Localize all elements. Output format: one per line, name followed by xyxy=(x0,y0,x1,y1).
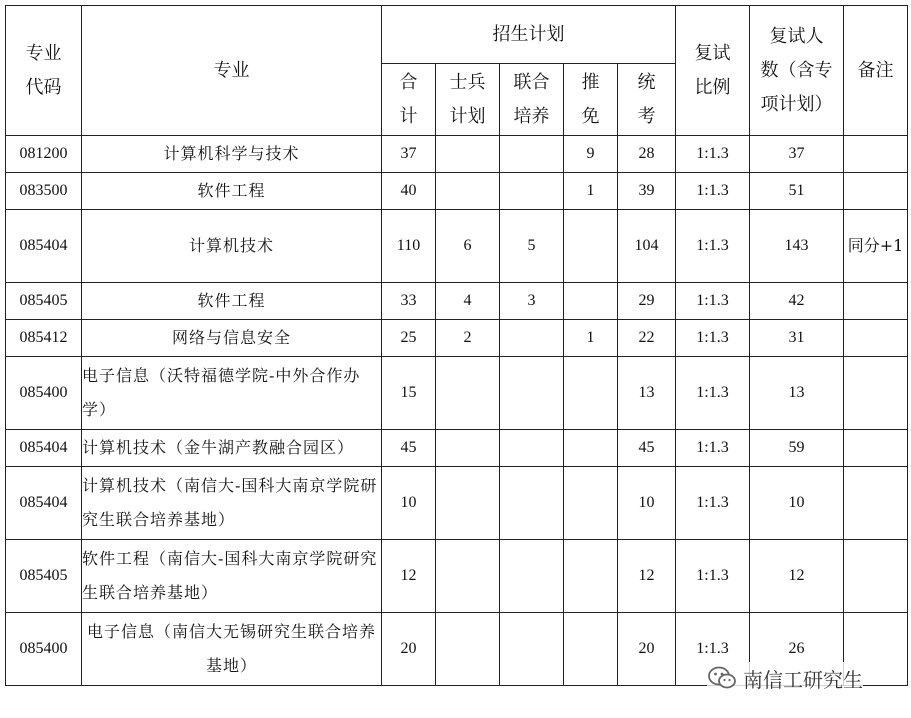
cell-ratio: 1:1.3 xyxy=(676,430,750,467)
cell-exempt: 1 xyxy=(564,173,618,210)
cell-total: 40 xyxy=(382,173,436,210)
cell-exam: 10 xyxy=(618,467,676,540)
cell-retest: 13 xyxy=(750,357,844,430)
header-exempt: 推 免 xyxy=(564,64,618,136)
cell-retest: 37 xyxy=(750,136,844,173)
cell-note xyxy=(844,283,908,320)
cell-code: 085405 xyxy=(6,540,82,613)
header-unified-exam: 统 考 xyxy=(618,64,676,136)
cell-soldier xyxy=(436,173,500,210)
wechat-icon xyxy=(707,665,737,691)
cell-exam: 20 xyxy=(618,613,676,686)
table-row xyxy=(6,540,908,613)
cell-ratio: 1:1.3 xyxy=(676,136,750,173)
cell-retest: 31 xyxy=(750,320,844,357)
cell-soldier xyxy=(436,613,500,686)
cell-joint xyxy=(500,430,564,467)
cell-soldier xyxy=(436,467,500,540)
table-row xyxy=(6,430,908,467)
cell-exempt xyxy=(564,540,618,613)
cell-soldier xyxy=(436,136,500,173)
cell-exam: 29 xyxy=(618,283,676,320)
table-row xyxy=(6,467,908,540)
table-row xyxy=(6,210,908,283)
cell-exam: 45 xyxy=(618,430,676,467)
cell-soldier xyxy=(436,430,500,467)
cell-joint xyxy=(500,613,564,686)
cell-exempt xyxy=(564,430,618,467)
cell-soldier: 4 xyxy=(436,283,500,320)
cell-note: 同分+1 xyxy=(844,210,908,283)
cell-joint xyxy=(500,320,564,357)
cell-total: 37 xyxy=(382,136,436,173)
cell-total: 20 xyxy=(382,613,436,686)
cell-major: 软件工程 xyxy=(82,173,382,210)
cell-joint xyxy=(500,136,564,173)
cell-code: 081200 xyxy=(6,136,82,173)
cell-code: 083500 xyxy=(6,173,82,210)
cell-note xyxy=(844,320,908,357)
cell-joint xyxy=(500,540,564,613)
cell-code: 085412 xyxy=(6,320,82,357)
cell-major: 软件工程（南信大-国科大南京学院研究生联合培养基地） xyxy=(82,540,382,613)
watermark-text: 南信工研究生 xyxy=(743,667,863,692)
cell-exam: 22 xyxy=(618,320,676,357)
cell-soldier xyxy=(436,540,500,613)
cell-soldier: 6 xyxy=(436,210,500,283)
cell-ratio: 1:1.3 xyxy=(676,320,750,357)
cell-ratio: 1:1.3 xyxy=(676,540,750,613)
cell-major: 计算机技术（金牛湖产教融合园区） xyxy=(82,430,382,467)
header-retest-ratio: 复试 比例 xyxy=(676,6,750,136)
cell-retest: 143 xyxy=(750,210,844,283)
cell-note xyxy=(844,136,908,173)
cell-exam: 28 xyxy=(618,136,676,173)
cell-joint xyxy=(500,467,564,540)
cell-retest: 10 xyxy=(750,467,844,540)
table-row xyxy=(6,320,908,357)
cell-ratio: 1:1.3 xyxy=(676,173,750,210)
cell-joint xyxy=(500,173,564,210)
cell-total: 10 xyxy=(382,467,436,540)
cell-major: 计算机技术（南信大-国科大南京学院研究生联合培养基地） xyxy=(82,467,382,540)
cell-code: 085405 xyxy=(6,283,82,320)
header-major: 专业 xyxy=(82,6,382,136)
header-joint-training: 联合 培养 xyxy=(500,64,564,136)
cell-code: 085404 xyxy=(6,210,82,283)
cell-total: 45 xyxy=(382,430,436,467)
watermark xyxy=(707,662,863,694)
cell-exam: 104 xyxy=(618,210,676,283)
header-soldier-plan: 士兵 计划 xyxy=(436,64,500,136)
cell-exempt xyxy=(564,613,618,686)
cell-code: 085400 xyxy=(6,357,82,430)
cell-retest: 42 xyxy=(750,283,844,320)
cell-retest: 12 xyxy=(750,540,844,613)
cell-code: 085400 xyxy=(6,613,82,686)
header-note: 备注 xyxy=(844,6,908,136)
cell-major: 计算机科学与技术 xyxy=(82,136,382,173)
cell-total: 15 xyxy=(382,357,436,430)
header-enrollment-plan: 招生计划 xyxy=(382,6,676,64)
cell-note xyxy=(844,430,908,467)
cell-exempt xyxy=(564,467,618,540)
cell-retest: 51 xyxy=(750,173,844,210)
table-row xyxy=(6,173,908,210)
cell-ratio: 1:1.3 xyxy=(676,467,750,540)
cell-exempt xyxy=(564,357,618,430)
cell-code: 085404 xyxy=(6,430,82,467)
cell-note xyxy=(844,467,908,540)
header-total: 合 计 xyxy=(382,64,436,136)
cell-joint: 3 xyxy=(500,283,564,320)
cell-major: 软件工程 xyxy=(82,283,382,320)
cell-joint xyxy=(500,357,564,430)
cell-retest: 26 xyxy=(750,613,844,686)
cell-ratio: 1:1.3 xyxy=(676,613,750,686)
cell-note xyxy=(844,173,908,210)
cell-code: 085404 xyxy=(6,467,82,540)
cell-exempt: 9 xyxy=(564,136,618,173)
table-row xyxy=(6,136,908,173)
header-retest-count: 复试人 数（含专 项计划） xyxy=(750,6,844,136)
cell-joint: 5 xyxy=(500,210,564,283)
cell-major: 电子信息（南信大无锡研究生联合培养基地） xyxy=(82,613,382,686)
cell-exempt xyxy=(564,210,618,283)
cell-total: 25 xyxy=(382,320,436,357)
cell-exam: 39 xyxy=(618,173,676,210)
cell-exempt xyxy=(564,283,618,320)
cell-major: 网络与信息安全 xyxy=(82,320,382,357)
cell-ratio: 1:1.3 xyxy=(676,210,750,283)
header-major-code: 专业 代码 xyxy=(6,6,82,136)
table-row xyxy=(6,283,908,320)
cell-soldier: 2 xyxy=(436,320,500,357)
cell-major: 电子信息（沃特福德学院-中外合作办学） xyxy=(82,357,382,430)
cell-total: 12 xyxy=(382,540,436,613)
cell-note xyxy=(844,357,908,430)
cell-exam: 12 xyxy=(618,540,676,613)
enrollment-plan-table xyxy=(5,5,908,686)
cell-total: 33 xyxy=(382,283,436,320)
cell-retest: 59 xyxy=(750,430,844,467)
table-row xyxy=(6,357,908,430)
cell-ratio: 1:1.3 xyxy=(676,283,750,320)
cell-major: 计算机技术 xyxy=(82,210,382,283)
cell-ratio: 1:1.3 xyxy=(676,357,750,430)
cell-total: 110 xyxy=(382,210,436,283)
cell-soldier xyxy=(436,357,500,430)
cell-exempt: 1 xyxy=(564,320,618,357)
cell-note xyxy=(844,540,908,613)
cell-exam: 13 xyxy=(618,357,676,430)
